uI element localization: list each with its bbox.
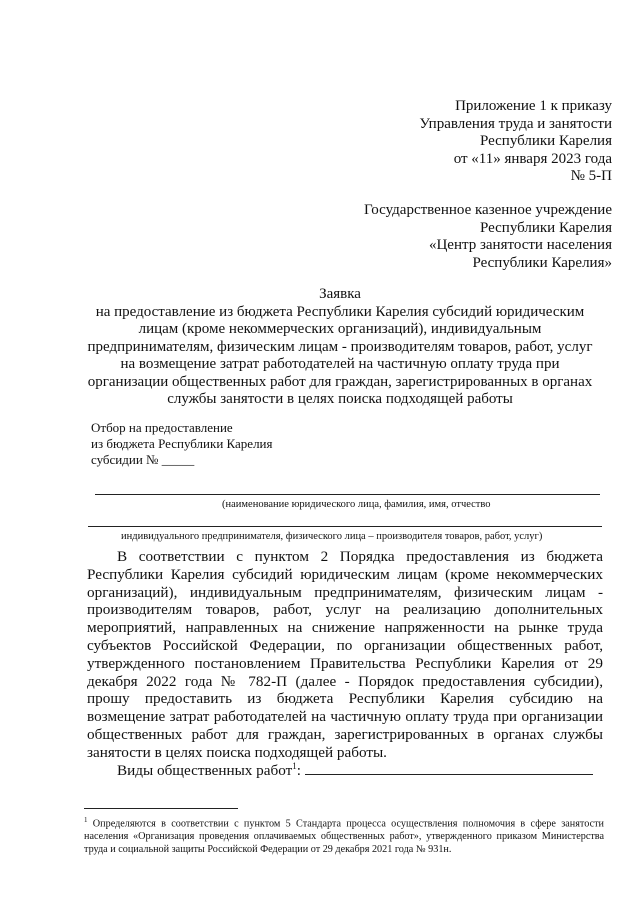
appendix-line: Управления труда и занятости	[419, 115, 612, 132]
selection-line: Отбор на предоставление	[91, 420, 233, 435]
footnote-text: Определяются в соответствии с пунктом 5 Стандарта процесса осуществления полномочия в сфере занятости населения «Организация проведения оплачиваемых общественных работ», утвержденного приказом Министерства труда и социальной защиты Российской Федерации от 29 декабря 2021 года № 931н.	[84, 818, 604, 856]
applicant-name-line-2	[88, 526, 602, 527]
works-types-label: Виды общественных работ	[117, 762, 293, 780]
footnote	[84, 814, 604, 856]
addressee-line: «Центр занятости населения	[428, 237, 612, 254]
addressee-line: Республики Карелия»	[472, 254, 612, 271]
title-line: на предоставление из бюджета Республики Карелия субсидий юридическим	[95, 303, 585, 320]
selection-line: субсидии № _____	[91, 452, 195, 467]
title-line: службы занятости в целях поиска подходящей работы	[167, 391, 513, 407]
applicant-type-caption: индивидуального предпринимателя, физического лица – производителя товаров, работ, услуг)	[121, 531, 543, 542]
works-types-row	[117, 758, 593, 780]
addressee-line: Республики Карелия	[479, 219, 612, 236]
appendix-line: Приложение 1 к приказу	[455, 98, 612, 114]
title-line: организации общественных работ для граждан, зарегистрированных в органах	[87, 373, 593, 390]
addressee-line: Государственное казенное учреждение	[363, 202, 612, 218]
applicant-name-caption: (наименование юридического лица, фамилия, имя, отчество	[222, 499, 491, 510]
document-title	[60, 286, 620, 409]
selection-block	[91, 420, 273, 468]
footnote-mark: 1	[84, 816, 88, 824]
title-line: предпринимателям, физическим лицам - производителям товаров, работ, услуг	[87, 338, 593, 355]
title-line: на возмещение затрат работодателей на частичную оплату труда при	[120, 356, 560, 372]
appendix-line: от «11» января 2023 года	[453, 150, 612, 167]
appendix-line: Республики Карелия	[479, 133, 612, 150]
footnote-reference: 1	[292, 761, 297, 771]
request-body	[87, 548, 603, 762]
appendix-header	[419, 98, 612, 186]
request-paragraph: В соответствии с пунктом 2 Порядка предоставления из бюджета Республики Карелия субсидий юридическим лицам (кроме некоммерческих организаций), индивидуальным предпринимателям, физическим лицам - производителям товаров, работ, услуг на реализацию дополнительных мероприятий, направленных на снижение напряженности на рынке труда субъектов Российской Федерации, по организации общественных работ, утвержденного постановлением Правительства Республики Карелия от 29 декабря 2022 года № 782-П (далее - Порядок предоставления субсидии), прошу предоставить из бюджета Республики Карелия субсидию на возмещение затрат работодателей на частичную оплату труда при организации общественных работ для граждан, зарегистрированных в органах службы занятости в целях поиска подходящей работы.	[87, 548, 603, 761]
addressee-block	[364, 202, 612, 272]
works-colon: :	[296, 762, 301, 780]
footnote-divider	[84, 808, 238, 809]
title-word: Заявка	[319, 286, 361, 302]
selection-line: из бюджета Республики Карелия	[91, 436, 273, 451]
title-line: лицам (кроме некоммерческих организаций), индивидуальным	[138, 321, 542, 337]
applicant-name-line	[95, 494, 600, 495]
appendix-line: № 5-П	[570, 168, 612, 185]
works-types-blank	[305, 761, 593, 775]
